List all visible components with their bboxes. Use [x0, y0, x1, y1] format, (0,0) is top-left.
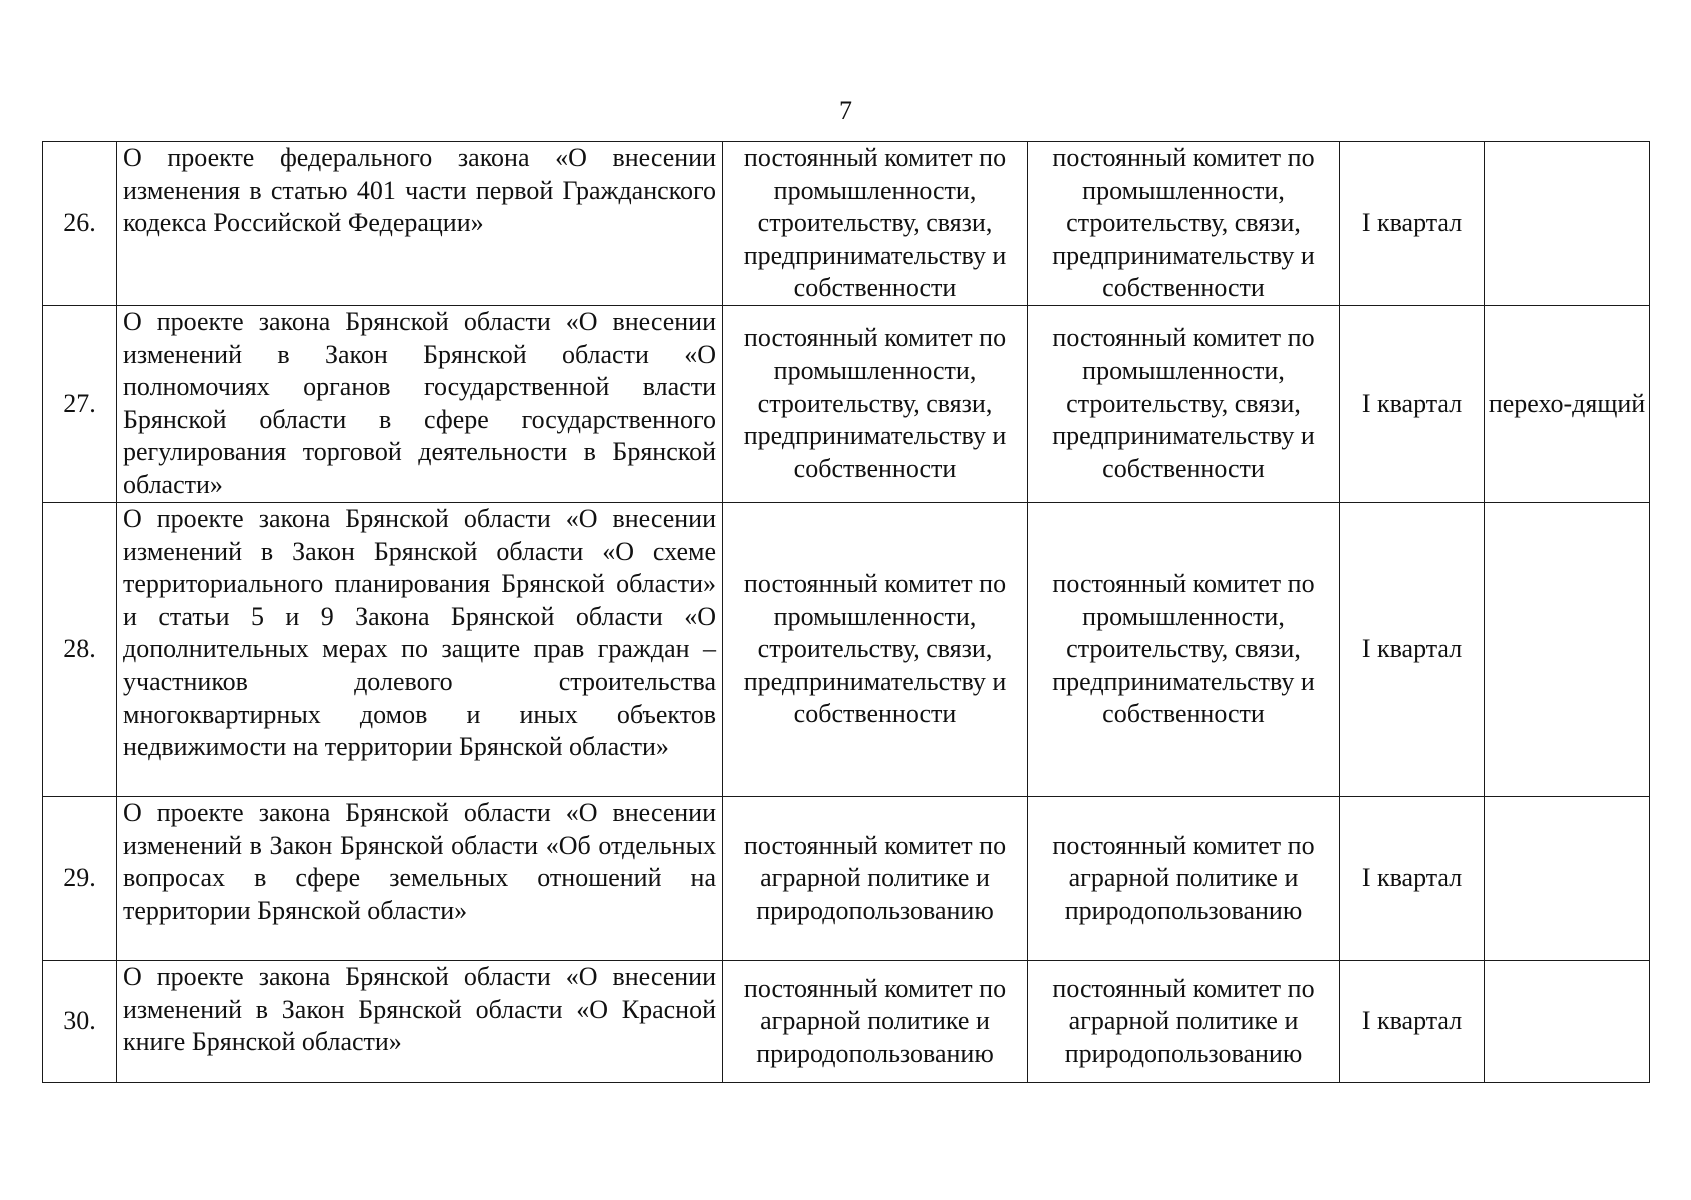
- row-note: [1485, 796, 1650, 960]
- row-term: I квартал: [1340, 142, 1485, 306]
- table-row: [43, 305, 1650, 502]
- row-term: I квартал: [1340, 305, 1485, 502]
- row-number: 28.: [43, 502, 117, 796]
- row-number: 27.: [43, 305, 117, 502]
- row-note: [1485, 142, 1650, 306]
- responsible-committee: постоянный комитет по промышленности, строительству, связи, предпринимательству и собственности: [723, 142, 1028, 306]
- table-row: [43, 142, 1650, 306]
- responsible-committee: постоянный комитет по промышленности, строительству, связи, предпринимательству и собственности: [723, 502, 1028, 796]
- table-row: [43, 796, 1650, 960]
- row-note: [1485, 960, 1650, 1082]
- co-executor-committee: постоянный комитет по промышленности, строительству, связи, предпринимательству и собственности: [1028, 502, 1340, 796]
- row-title: О проекте федерального закона «О внесении изменения в статью 401 части первой Гражданского кодекса Российской Федерации»: [117, 142, 723, 306]
- page-number: 7: [839, 96, 852, 125]
- row-number: 26.: [43, 142, 117, 306]
- work-plan-table: [42, 141, 1650, 1083]
- co-executor-committee: постоянный комитет по промышленности, строительству, связи, предпринимательству и собственности: [1028, 142, 1340, 306]
- table-row: [43, 960, 1650, 1082]
- row-title: О проекте закона Брянской области «О внесении изменений в Закон Брянской области «О Красной книге Брянской области»: [117, 960, 723, 1082]
- responsible-committee: постоянный комитет по промышленности, строительству, связи, предпринимательству и собственности: [723, 305, 1028, 502]
- row-title: О проекте закона Брянской области «О внесении изменений в Закон Брянской области «О схеме территориального планирования Брянской области» и статьи 5 и 9 Закона Брянской области «О дополнительных мерах по защите прав граждан – участников долевого строительства многоквартирных домов и иных объектов недвижимости на территории Брянской области»: [117, 502, 723, 796]
- row-term: I квартал: [1340, 502, 1485, 796]
- row-title: О проекте закона Брянской области «О внесении изменений в Закон Брянской области «О полномочиях органов государственной власти Брянской области в сфере государственного регулирования торговой деятельности в Брянской области»: [117, 305, 723, 502]
- row-term: I квартал: [1340, 796, 1485, 960]
- row-number: 30.: [43, 960, 117, 1082]
- responsible-committee: постоянный комитет по аграрной политике и природопользованию: [723, 960, 1028, 1082]
- responsible-committee: постоянный комитет по аграрной политике и природопользованию: [723, 796, 1028, 960]
- co-executor-committee: постоянный комитет по промышленности, строительству, связи, предпринимательству и собственности: [1028, 305, 1340, 502]
- co-executor-committee: постоянный комитет по аграрной политике и природопользованию: [1028, 960, 1340, 1082]
- row-title: О проекте закона Брянской области «О внесении изменений в Закон Брянской области «Об отдельных вопросах в сфере земельных отношений на территории Брянской области»: [117, 796, 723, 960]
- row-number: 29.: [43, 796, 117, 960]
- row-note: [1485, 502, 1650, 796]
- row-term: I квартал: [1340, 960, 1485, 1082]
- co-executor-committee: постоянный комитет по аграрной политике и природопользованию: [1028, 796, 1340, 960]
- table-row: [43, 502, 1650, 796]
- row-note: перехо-дящий: [1485, 305, 1650, 502]
